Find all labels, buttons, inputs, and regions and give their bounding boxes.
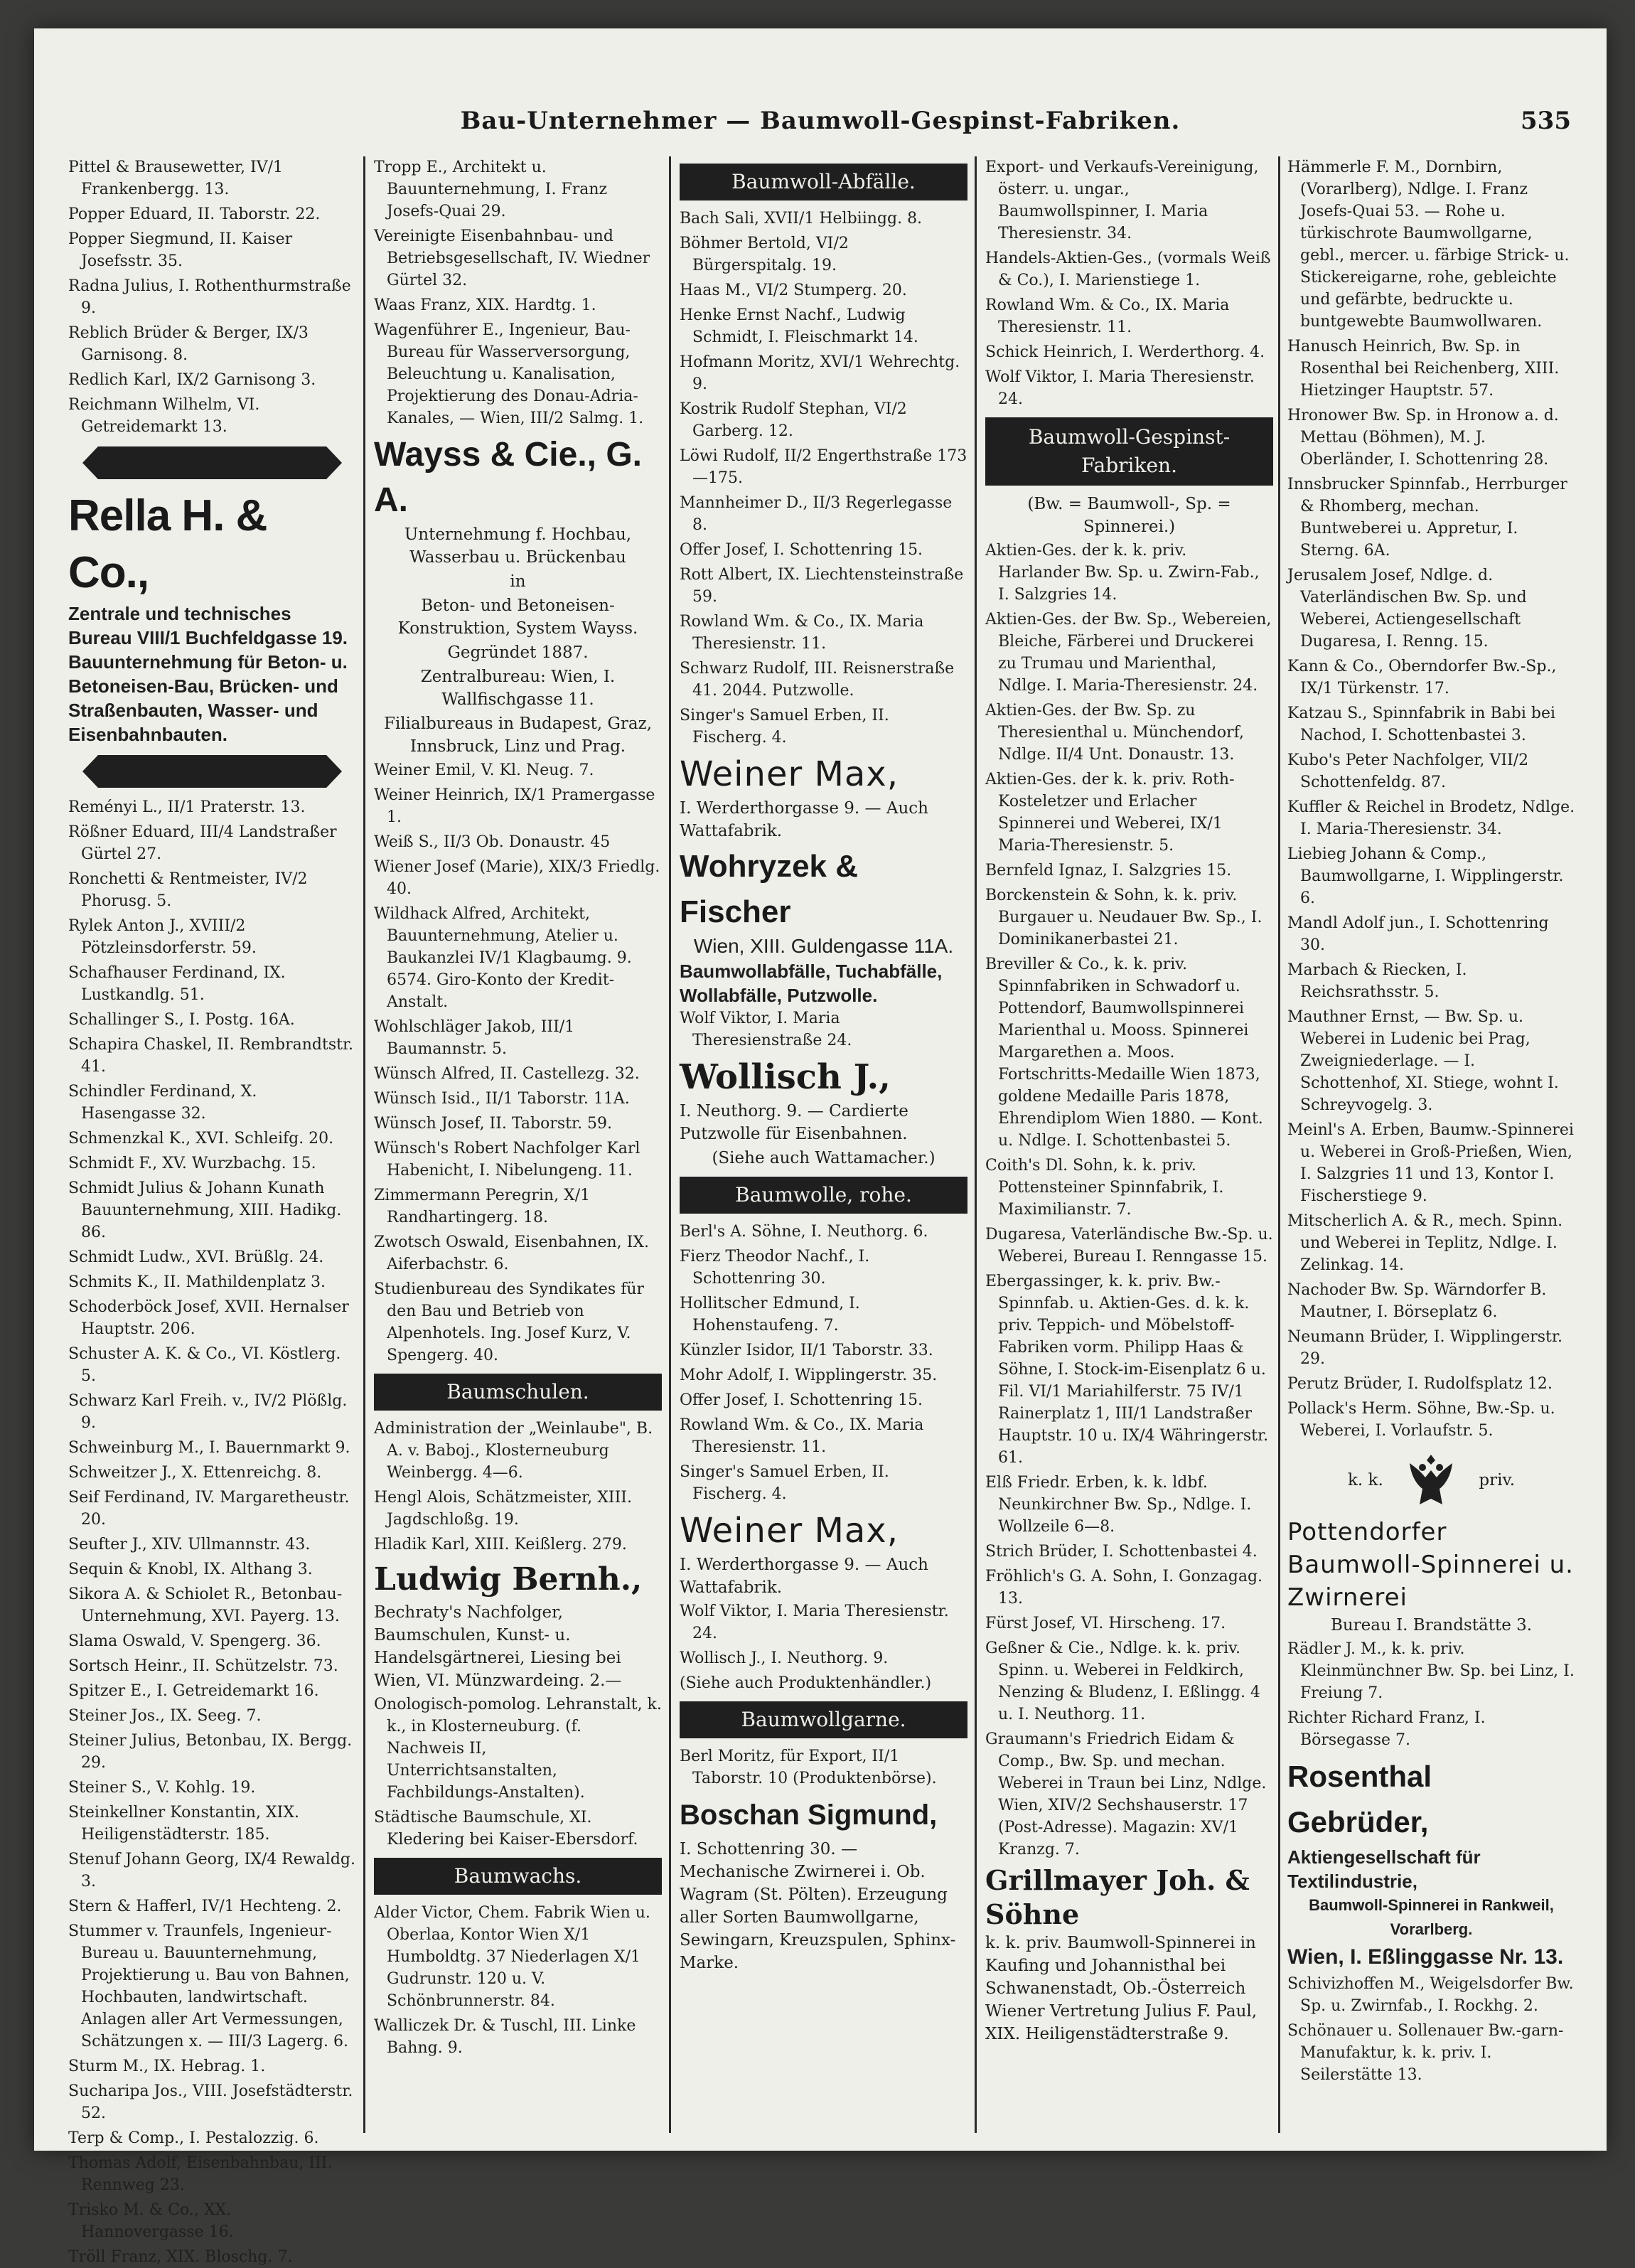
directory-entry: Pittel & Brausewetter, IV/1 Frankenbergg. 13. bbox=[68, 159, 284, 198]
directory-entry: Aktien-Ges. der Bw. Sp. zu Theresienthal u. Münchendorf, Ndlge. II/4 Unt. Donaustr. 13. bbox=[985, 702, 1244, 764]
directory-entry: Rylek Anton J., XVIII/2 Pötzleinsdorferstr. 59. bbox=[68, 917, 257, 957]
directory-entry: Weiner Heinrich, IX/1 Pramergasse 1. bbox=[374, 786, 655, 826]
ad-wayss-text bbox=[374, 523, 662, 758]
directory-entry: Borckenstein & Sohn, k. k. priv. Burgauer u. Neudauer Bw. Sp., I. Dominikanerbastei 21. bbox=[985, 887, 1263, 948]
column-5 bbox=[1287, 156, 1575, 2133]
directory-entry: Terp & Comp., I. Pestalozzig. 6. bbox=[68, 2129, 319, 2147]
directory-entry: Tröll Franz, XIX. Bloschg. 7. bbox=[68, 2248, 293, 2266]
ad-wollisch-note: (Siehe auch Wattamacher.) bbox=[712, 1149, 936, 1167]
ad-rella-name: Rella H. & Co., bbox=[68, 491, 267, 597]
page-header bbox=[34, 107, 1607, 149]
directory-entry: Reblich Brüder & Berger, IX/3 Garnisong. 8. bbox=[68, 324, 309, 364]
directory-entry: Graumann's Friedrich Eidam & Comp., Bw. Sp. und mechan. Weberei in Traun bei Linz, Ndlge. Wien, XIV/2 Sechshauserstr. 17 (Post-Adresse). Magazin: XV/1 Kranzg. 7. bbox=[985, 1731, 1267, 1858]
directory-entry: Kostrik Rudolf Stephan, VI/2 Garberg. 12. bbox=[680, 400, 907, 440]
ad-weiner2-text: I. Werderthorgasse 9. — Auch Wattafabrik. bbox=[680, 1556, 928, 1597]
directory-entry: Hämmerle F. M., Dornbirn, (Vorarlberg), Ndlge. I. Franz Josefs-Quai 53. — Rohe u. türkischrote Baumwollgarne, gebl., mercer. u. färbige Strick- u. Stickereigarne, rohe, gebleichte und gefärbte, bedruckte u. buntgewebte Baumwollwaren. bbox=[1287, 159, 1570, 331]
directory-entry: Slama Oswald, V. Spengerg. 36. bbox=[68, 1632, 321, 1650]
directory-entry: Kann & Co., Oberndorfer Bw.-Sp., IX/1 Türkenstr. 17. bbox=[1287, 658, 1557, 697]
ad-wohryzek-name: Wohryzek & Fischer bbox=[680, 849, 859, 929]
ad-wayss-name: Wayss & Cie., G. A. bbox=[374, 436, 643, 519]
ad-wollisch-name: Wollisch J., bbox=[680, 1057, 891, 1097]
directory-entry: (Siehe auch Produktenhändler.) bbox=[680, 1674, 932, 1692]
directory-entry: Ronchetti & Rentmeister, IV/2 Phorusg. 5. bbox=[68, 870, 308, 910]
entry-list bbox=[68, 156, 356, 438]
page-number: 535 bbox=[1521, 107, 1571, 135]
directory-entry: Singer's Samuel Erben, II. Fischerg. 4. bbox=[680, 1463, 889, 1503]
directory-entry: Schmits K., II. Mathildenplatz 3. bbox=[68, 1273, 326, 1291]
directory-entry: Katzau S., Spinnfabrik in Babi bei Nachod, I. Schottenbastei 3. bbox=[1287, 705, 1556, 744]
directory-entry: Mandl Adolf jun., I. Schottenring 30. bbox=[1287, 914, 1549, 954]
entry-list bbox=[985, 156, 1273, 410]
directory-entry: in bbox=[510, 572, 526, 591]
directory-entry: Stummer v. Traunfels, Ingenieur-Bureau u. Bauunternehmung, Projektierung u. Bau von Bahnen, Hochbauten, landwirtschaft. Anlagen aller Art Vermessungen, Schätzungen x. — III/3 Lagerg. 6. bbox=[68, 1922, 350, 2050]
directory-entry: Trisko M. & Co., XX. Hannovergasse 16. bbox=[68, 2201, 234, 2241]
directory-entry: Henke Ernst Nachf., Ludwig Schmidt, I. Fleischmarkt 14. bbox=[680, 306, 918, 346]
ad-weiner2-name: Weiner Max, bbox=[680, 1511, 899, 1551]
directory-entry: Hengl Alois, Schätzmeister, XIII. Jagdschloßg. 19. bbox=[374, 1489, 632, 1529]
directory-entry: Neumann Brüder, I. Wipplingerstr. 29. bbox=[1287, 1328, 1562, 1368]
directory-entry: Rößner Eduard, III/4 Landstraßer Gürtel 27. bbox=[68, 823, 337, 863]
directory-entry: Innsbrucker Spinnfab., Herrburger & Rhomberg, mechan. Buntweberei u. Appretur, I. Sterng. 6A. bbox=[1287, 476, 1567, 560]
directory-entry: Wollisch J., I. Neuthorg. 9. bbox=[680, 1649, 889, 1667]
directory-page bbox=[34, 28, 1607, 2266]
directory-entry: Bernfeld Ignaz, I. Salzgries 15. bbox=[985, 862, 1232, 879]
entry-list bbox=[680, 1221, 967, 1505]
directory-entry: Alder Victor, Chem. Fabrik Wien u. Oberlaa, Kontor Wien X/1 Humboldtg. 37 Niederlagen X/1 Gudrunstr. 120 u. V. Schönbrunnerstr. 84. bbox=[374, 1904, 650, 2010]
section-heading-baumwachs: Baumwachs. bbox=[374, 1858, 662, 1895]
column-rule bbox=[363, 156, 365, 2133]
ad-rella-text bbox=[68, 601, 356, 747]
column-3 bbox=[680, 156, 967, 2133]
directory-entry: Dugaresa, Vaterländische Bw.-Sp. u. Weberei, Bureau I. Renngasse 15. bbox=[985, 1226, 1273, 1266]
directory-entry: Waas Franz, XIX. Hardtg. 1. bbox=[374, 296, 596, 314]
directory-entry: Böhmer Bertold, VI/2 Bürgerspitalg. 19. bbox=[680, 235, 849, 274]
entry-list bbox=[1287, 1973, 1575, 2086]
entry-list bbox=[680, 1745, 967, 1790]
directory-entry: Haas M., VI/2 Stumperg. 20. bbox=[680, 282, 907, 299]
directory-entry: Liebieg Johann & Comp., Baumwollgarne, I. Wipplingerstr. 6. bbox=[1287, 845, 1564, 907]
entry-list bbox=[985, 540, 1273, 1861]
directory-entry: Offer Josef, I. Schottenring 15. bbox=[680, 541, 923, 559]
section-heading-abfaelle: Baumwoll-Abfälle. bbox=[680, 164, 967, 200]
directory-entry: Sikora A. & Schiolet R., Betonbau-Unternehmung, XVI. Payerg. 13. bbox=[68, 1585, 343, 1625]
directory-entry: Sturm M., IX. Hebrag. 1. bbox=[68, 2058, 266, 2075]
directory-entry: Zimmermann Peregrin, X/1 Randhartingerg. 18. bbox=[374, 1187, 591, 1226]
ad-weiner-name: Weiner Max, bbox=[680, 754, 899, 794]
directory-entry: Fröhlich's G. A. Sohn, I. Gonzagag. 13. bbox=[985, 1568, 1263, 1608]
directory-entry: Wildhack Alfred, Architekt, Bauunternehmung, Atelier u. Baukanzlei IV/1 Klagbaumg. 9. 6574. Giro-Konto der Kredit-Anstalt. bbox=[374, 905, 632, 1011]
directory-entry: Walliczek Dr. & Tuschl, III. Linke Bahng. 9. bbox=[374, 2017, 636, 2057]
directory-entry: Zentralbureau: Wien, I. Wallfischgasse 11. bbox=[420, 668, 616, 709]
directory-entry: Studienbureau des Syndikates für den Bau und Betrieb von Alpenhotels. Ing. Josef Kurz, V. Spengerg. 40. bbox=[374, 1280, 645, 1364]
directory-entry: Rowland Wm. & Co., IX. Maria Theresienstr. 11. bbox=[680, 613, 924, 653]
directory-entry: Seif Ferdinand, IV. Margaretheustr. 20. bbox=[68, 1489, 350, 1529]
section-heading-garne: Baumwollgarne. bbox=[680, 1701, 967, 1738]
ad-grillmayer-name: Grillmayer Joh. & Söhne bbox=[985, 1864, 1250, 1930]
directory-entry: Schafhauser Ferdinand, IX. Lustkandlg. 51. bbox=[68, 964, 286, 1004]
directory-entry: Wolf Viktor, I. Maria Theresienstr. 24. bbox=[985, 368, 1255, 408]
directory-entry: Rott Albert, IX. Liechtensteinstraße 59. bbox=[680, 566, 964, 606]
directory-entry: Hofmann Moritz, XVI/1 Wehrechtg. 9. bbox=[680, 353, 960, 393]
directory-entry: Administration der „Weinlaube", B. A. v. Baboj., Klosterneuburg Weinbergg. 4—6. bbox=[374, 1420, 653, 1482]
directory-entry: Schuster A. K. & Co., VI. Köstlerg. 5. bbox=[68, 1345, 341, 1385]
directory-entry: Reichmann Wilhelm, VI. Getreidemarkt 13. bbox=[68, 396, 260, 436]
directory-entry: Sucharipa Jos., VIII. Josefstädterstr. 52. bbox=[68, 2082, 353, 2122]
directory-entry: Unternehmung f. Hochbau, Wasserbau u. Brückenbau bbox=[404, 525, 632, 567]
directory-entry: Berl's A. Söhne, I. Neuthorg. 6. bbox=[680, 1223, 928, 1241]
directory-entry: Schmidt Ludw., XVI. Brüßlg. 24. bbox=[68, 1248, 324, 1266]
directory-entry: Hronower Bw. Sp. in Hronow a. d. Mettau (Böhmen), M. J. Oberländer, I. Schottenring 28. bbox=[1287, 407, 1559, 469]
directory-entry: Jerusalem Josef, Ndlge. d. Vaterländischen Bw. Sp. und Weberei, Actiengesellschaft Dugaresa, I. Renng. 15. bbox=[1287, 567, 1527, 651]
ad-weiner-text: I. Werderthorgasse 9. — Auch Wattafabrik. bbox=[680, 799, 928, 840]
ad-wohryzek-text: Baumwollabfälle, Tuchabfälle, Wollabfälle, Putzwolle. bbox=[680, 961, 943, 1006]
directory-entry: Löwi Rudolf, II/2 Engerthstraße 173—175. bbox=[680, 447, 967, 487]
directory-entry: Wagenführer E., Ingenieur, Bau-Bureau für Wasserversorgung, Beleuchtung u. Kanalisation, Projektierung des Donau-Adria-Kanales, — Wien, III/2 Salmg. 1. bbox=[374, 321, 644, 427]
column-2 bbox=[374, 156, 662, 2133]
directory-entry: Hollitscher Edmund, I. Hohenstaufeng. 7. bbox=[680, 1295, 860, 1334]
directory-entry: Tropp E., Architekt u. Bauunternehmung, I. Franz Josefs-Quai 29. bbox=[374, 159, 608, 220]
directory-entry: Mohr Adolf, I. Wipplingerstr. 35. bbox=[680, 1366, 938, 1384]
entry-list bbox=[680, 1600, 967, 1694]
directory-entry: Fierz Theodor Nachf., I. Schottenring 30. bbox=[680, 1248, 870, 1288]
abbreviation-legend: (Bw. = Baumwoll-, Sp. = Spinnerei.) bbox=[1027, 495, 1231, 536]
directory-entry: Wolf Viktor, I. Maria Theresienstraße 24. bbox=[680, 1010, 852, 1049]
directory-entry: Schivizhoffen M., Weigelsdorfer Bw. Sp. u. Zwirnfab., I. Rockhg. 2. bbox=[1287, 1975, 1574, 2015]
entry-list bbox=[374, 1694, 662, 1851]
directory-entry: Perutz Brüder, I. Rudolfsplatz 12. bbox=[1287, 1375, 1553, 1393]
directory-entry: Stern & Hafferl, IV/1 Hechteng. 2. bbox=[68, 1898, 342, 1915]
ornament-bar bbox=[82, 755, 342, 788]
entry-list bbox=[68, 796, 356, 2268]
ad-rosenthal-address: Wien, I. Eßlinggasse Nr. 13. bbox=[1287, 1945, 1564, 1969]
directory-entry: Steinkellner Konstantin, XIX. Heiligenstädterstr. 185. bbox=[68, 1804, 299, 1844]
directory-entry: Rowland Wm. & Co., IX. Maria Theresienstr. 11. bbox=[680, 1416, 924, 1456]
section-heading-baumschulen: Baumschulen. bbox=[374, 1374, 662, 1411]
directory-entry: Schoderböck Josef, XVII. Hernalser Hauptstr. 206. bbox=[68, 1298, 349, 1338]
entry-list bbox=[374, 1418, 662, 1556]
directory-entry: Nachoder Bw. Sp. Wärndorfer B. Mautner, I. Börseplatz 6. bbox=[1287, 1281, 1547, 1321]
ad-boschan-name: Boschan Sigmund, bbox=[680, 1799, 938, 1831]
directory-entry: Handels-Aktien-Ges., (vormals Weiß & Co.), I. Marienstiege 1. bbox=[985, 250, 1271, 289]
directory-entry: Wünsch Alfred, II. Castellezg. 32. bbox=[374, 1065, 640, 1083]
directory-entry: Export- und Verkaufs-Vereinigung, österr. u. ungar., Baumwollspinner, I. Maria Theresienstr. 34. bbox=[985, 159, 1259, 242]
directory-entry: Elß Friedr. Erben, k. k. ldbf. Neunkirchner Bw. Sp., Ndlge. I. Wollzeile 6—8. bbox=[985, 1474, 1252, 1536]
directory-entry: Schapira Chaskel, II. Rembrandtstr. 41. bbox=[68, 1036, 354, 1076]
directory-entry: Pollack's Herm. Söhne, Bw.-Sp. u. Weberei, I. Vorlaufstr. 5. bbox=[1287, 1400, 1555, 1440]
column-1 bbox=[68, 156, 356, 2266]
directory-entry: Mauthner Ernst, — Bw. Sp. u. Weberei in Ludenic bei Prag, Zweigniederlage. — I. Schottenhof, XI. Stiege, wohnt I. Schreyvogelg. 3. bbox=[1287, 1008, 1559, 1114]
directory-entry: Schweitzer J., X. Ettenreichg. 8. bbox=[68, 1464, 322, 1482]
entry-list bbox=[374, 759, 662, 1366]
directory-entry: Wünsch's Robert Nachfolger Karl Habenicht, I. Nibelungeng. 11. bbox=[374, 1140, 640, 1180]
directory-entry: Schallinger S., I. Postg. 16A. bbox=[68, 1011, 295, 1029]
directory-entry: Singer's Samuel Erben, II. Fischerg. 4. bbox=[680, 707, 889, 747]
directory-entry: Bach Sali, XVII/1 Helbiingg. 8. bbox=[680, 210, 923, 228]
directory-entry: Rowland Wm. & Co., IX. Maria Theresienstr. 11. bbox=[985, 296, 1230, 336]
directory-entry: Schweinburg M., I. Bauernmarkt 9. bbox=[68, 1439, 350, 1457]
directory-entry: Berl Moritz, für Export, II/1 Taborstr. 10 (Produktenbörse). bbox=[680, 1748, 937, 1787]
directory-entry: Sequin & Knobl, IX. Althang 3. bbox=[68, 1561, 313, 1578]
directory-entry: Beton- und Betoneisen-Konstruktion, System Wayss. bbox=[397, 597, 638, 638]
directory-entry: Bechraty's Nachfolger, Baumschulen, Kunst- u. Handelsgärtnerei, Liesing bei Wien, VI. Münzwardeing. 2.— bbox=[374, 1603, 622, 1690]
directory-entry: Radna Julius, I. Rothenthurmstraße 9. bbox=[68, 277, 351, 317]
directory-entry: Popper Eduard, II. Taborstr. 22. bbox=[68, 205, 321, 223]
running-title: Bau-Unternehmer — Baumwoll-Gespinst-Fabriken. bbox=[460, 107, 1181, 135]
ad-ludwig-name: Ludwig Bernh., bbox=[374, 1561, 643, 1598]
directory-entry: Seufter J., XIV. Ullmannstr. 43. bbox=[68, 1536, 311, 1553]
directory-entry: Aktien-Ges. der k. k. priv. Harlander Bw. Sp. u. Zwirn-Fab., I. Salzgries 14. bbox=[985, 542, 1260, 604]
directory-entry: Stenuf Johann Georg, IX/4 Rewaldg. 3. bbox=[68, 1851, 355, 1890]
directory-entry: Onologisch-pomolog. Lehranstalt, k. k., in Klosterneuburg. (f. Nachweis II, Unterrichtsanstalten, Fachbildungs-Anstalten). bbox=[374, 1696, 662, 1802]
directory-entry: Aktien-Ges. der Bw. Sp., Webereien, Bleiche, Färberei und Druckerei zu Trumau und Marienthal, Ndlge. I. Maria-Theresienstr. 24. bbox=[985, 611, 1272, 695]
directory-entry: Weiß S., II/3 Ob. Donaustr. 45 bbox=[374, 833, 611, 851]
directory-entry: Wünsch Isid., II/1 Taborstr. 11A. bbox=[374, 1090, 630, 1108]
ad-grillmayer-text: k. k. priv. Baumwoll-Spinnerei in Kaufing und Johannisthal bei Schwanenstadt, Ob.-Österreich Wiener Vertretung Julius F. Paul, XIX. Heiligenstädterstraße 9. bbox=[985, 1934, 1258, 2043]
directory-entry: Offer Josef, I. Schottenring 15. bbox=[680, 1391, 923, 1409]
directory-entry: Redlich Karl, IX/2 Garnisong 3. bbox=[68, 371, 316, 389]
directory-entry: Weiner Emil, V. Kl. Neug. 7. bbox=[374, 761, 594, 779]
directory-entry: Kubo's Peter Nachfolger, VII/2 Schottenfeldg. 87. bbox=[1287, 751, 1529, 791]
directory-entry: Vereinigte Eisenbahnbau- und Betriebsgesellschaft, IV. Wiedner Gürtel 32. bbox=[374, 228, 650, 289]
section-heading-rohe: Baumwolle, rohe. bbox=[680, 1177, 967, 1214]
directory-entry: Mitscherlich A. & R., mech. Spinn. und Weberei in Teplitz, Ndlge. I. Zelinkag. 14. bbox=[1287, 1212, 1563, 1274]
directory-entry: Marbach & Riecken, I. Reichsrathsstr. 5. bbox=[1287, 961, 1467, 1001]
eagle-left-text: k. k. bbox=[1347, 1471, 1383, 1489]
directory-entry: Kuffler & Reichel in Brodetz, Ndlge. I. Maria-Theresienstr. 34. bbox=[1287, 798, 1575, 838]
directory-entry: Popper Siegmund, II. Kaiser Josefsstr. 35. bbox=[68, 230, 293, 270]
directory-entry: Breviller & Co., k. k. priv. Spinnfabriken in Schwadorf u. Pottendorf, Baumwollspinnerei Marienthal u. Mooss. Spinnerei Margarethen a. Moos. Fortschritts-Medaille Wien 1873, goldene Medaille Paris 1878, Ehrendiplom Wien 1880. — Kont. u. Ndlge. I. Schottenbastei 5. bbox=[985, 956, 1263, 1150]
directory-entry: Coith's Dl. Sohn, k. k. priv. Pottensteiner Spinnfabrik, I. Maximilianstr. 7. bbox=[985, 1157, 1224, 1219]
entry-list bbox=[1287, 1638, 1575, 1751]
directory-entry: Geßner & Cie., Ndlge. k. k. priv. Spinn. u. Weberei in Feldkirch, Nenzing & Bludenz, I. Eßlingg. 4 u. I. Neuthorg. 11. bbox=[985, 1640, 1260, 1723]
entry-list bbox=[1287, 156, 1575, 1442]
columns bbox=[68, 156, 1575, 2266]
double-eagle-icon bbox=[1403, 1449, 1459, 1513]
directory-entry: Schönauer u. Sollenauer Bw.-garn-Manufaktur, k. k. priv. I. Seilerstätte 13. bbox=[1287, 2022, 1564, 2084]
ad-pottendorf-text: Bureau I. Brandstätte 3. bbox=[1330, 1616, 1533, 1635]
directory-entry: Fürst Josef, VI. Hirscheng. 17. bbox=[985, 1615, 1226, 1632]
directory-entry: Hanusch Heinrich, Bw. Sp. in Rosenthal bei Reichenberg, XIII. Hietzinger Hauptstr. 57. bbox=[1287, 338, 1560, 400]
directory-entry: Filialbureaus in Budapest, Graz, Innsbruck, Linz und Prag. bbox=[383, 715, 653, 756]
directory-entry: Steiner Julius, Betonbau, IX. Bergg. 29. bbox=[68, 1732, 353, 1772]
entry-list bbox=[680, 1007, 967, 1052]
directory-entry: Schmenzkal K., XVI. Schleifg. 20. bbox=[68, 1130, 334, 1148]
ornament-bar bbox=[82, 446, 342, 479]
column-rule bbox=[975, 156, 977, 2133]
directory-entry: Ebergassinger, k. k. priv. Bw.-Spinnfab. u. Aktien-Ges. d. k. k. priv. Teppich- und Möbelstoff-Fabriken vorm. Philipp Haas & Söhne, I. Stock-im-Eisenplatz 6 u. Fil. VI/1 Mariahilferstr. 75 IV/1 Rainerplatz 1, III/1 Landstraßer Hauptstr. 10 u. IX/4 Währingerstr. 61. bbox=[985, 1273, 1269, 1467]
directory-entry: Wolf Viktor, I. Maria Theresienstr. 24. bbox=[680, 1603, 949, 1642]
directory-entry: Meinl's A. Erben, Baumw.-Spinnerei u. Weberei in Groß-Prießen, Wien, I. Salzgries 11 und 13, Kontor I. Fischerstiege 9. bbox=[1287, 1121, 1574, 1205]
column-rule bbox=[669, 156, 671, 2133]
column-4 bbox=[985, 156, 1273, 2133]
ad-rosenthal-sub2: Baumwoll-Spinnerei in Rankweil, Vorarlberg. bbox=[1309, 1896, 1554, 1938]
directory-entry: Spitzer E., I. Getreidemarkt 16. bbox=[68, 1682, 319, 1700]
directory-entry: Wohlschläger Jakob, III/1 Baumannstr. 5. bbox=[374, 1018, 575, 1058]
ad-pottendorf-name: Pottendorfer Baumwoll-Spinnerei u. Zwirnerei bbox=[1287, 1518, 1574, 1612]
directory-entry: Richter Richard Franz, I. Börsegasse 7. bbox=[1287, 1709, 1486, 1749]
directory-entry: Wiener Josef (Marie), XIX/3 Friedlg. 40. bbox=[374, 858, 660, 898]
entry-list bbox=[374, 1902, 662, 2059]
ad-rosenthal-sub1: Aktiengesellschaft für Textilindustrie, bbox=[1287, 1846, 1481, 1892]
ad-ludwig-text bbox=[374, 1601, 662, 1692]
entry-list bbox=[374, 156, 662, 429]
directory-entry: Strich Brüder, I. Schottenbastei 4. bbox=[985, 1543, 1258, 1561]
ad-wollisch-text: I. Neuthorg. 9. — Cardierte Putzwolle für Eisenbahnen. bbox=[680, 1102, 908, 1143]
directory-entry: Städtische Baumschule, XI. Kledering bei Kaiser-Ebersdorf. bbox=[374, 1809, 638, 1849]
directory-entry: Künzler Isidor, II/1 Taborstr. 33. bbox=[680, 1342, 933, 1359]
directory-entry: Gegründet 1887. bbox=[447, 643, 589, 662]
directory-entry: Zwotsch Oswald, Eisenbahnen, IX. Aiferbachstr. 6. bbox=[374, 1234, 649, 1273]
directory-entry: Schwarz Karl Freih. v., IV/2 Plößlg. 9. bbox=[68, 1392, 348, 1432]
directory-entry: Reményi L., II/1 Praterstr. 13. bbox=[68, 798, 306, 816]
directory-entry: Schwarz Rudolf, III. Reisnerstraße 41. 2044. Putzwolle. bbox=[680, 660, 955, 700]
directory-entry: Steiner Jos., IX. Seeg. 7. bbox=[68, 1707, 262, 1725]
ad-wohryzek-address: Wien, XIII. Guldengasse 11A. bbox=[693, 935, 954, 957]
directory-entry: Schmidt F., XV. Wurzbachg. 15. bbox=[68, 1155, 316, 1172]
directory-entry: Wünsch Josef, II. Taborstr. 59. bbox=[374, 1115, 613, 1133]
directory-entry: Steiner S., V. Kohlg. 19. bbox=[68, 1779, 256, 1797]
directory-entry: Thomas Adolf, Eisenbahnbau, III. Rennweg 23. bbox=[68, 2154, 333, 2194]
directory-entry: Hladik Karl, XIII. Keißlerg. 279. bbox=[374, 1536, 627, 1553]
directory-entry: Rädler J. M., k. k. priv. Kleinmünchner Bw. Sp. bei Linz, I. Freiung 7. bbox=[1287, 1640, 1575, 1702]
section-heading-gespinst: Baumwoll-Gespinst-Fabriken. bbox=[985, 417, 1273, 486]
directory-entry: Schick Heinrich, I. Werderthorg. 4. bbox=[985, 343, 1265, 361]
directory-entry: Sortsch Heinr., II. Schützelstr. 73. bbox=[68, 1657, 338, 1675]
ad-rosenthal-name: Rosenthal Gebrüder, bbox=[1287, 1760, 1432, 1839]
imperial-eagle-emblem bbox=[1287, 1445, 1575, 1516]
entry-list bbox=[680, 208, 967, 749]
directory-entry: Schindler Ferdinand, X. Hasengasse 32. bbox=[68, 1083, 257, 1123]
directory-entry: Aktien-Ges. der k. k. priv. Roth-Kosteletzer und Erlacher Spinnerei und Weberei, IX/1 Maria-Theresienstr. 5. bbox=[985, 771, 1235, 855]
ad-boschan-text: I. Schottenring 30. — Mechanische Zwirnerei i. Ob. Wagram (St. Pölten). Erzeugung aller Sorten Baumwollgarne, Sewingarn, Kreuzspulen, Sphinx-Marke. bbox=[680, 1840, 956, 1972]
directory-entry: Zentrale und technisches Bureau VIII/1 Buchfeldgasse 19. Bauunternehmung für Beton- u. Betoneisen-Bau, Brücken- und Straßenbauten, Wasser- und Eisenbahnbauten. bbox=[68, 603, 348, 745]
directory-entry: Schmidt Julius & Johann Kunath Bauunternehmung, XIII. Hadikg. 86. bbox=[68, 1180, 342, 1241]
column-rule bbox=[1278, 156, 1280, 2133]
directory-entry: Mannheimer D., II/3 Regerlegasse 8. bbox=[680, 494, 953, 534]
eagle-right-text: priv. bbox=[1479, 1471, 1516, 1489]
